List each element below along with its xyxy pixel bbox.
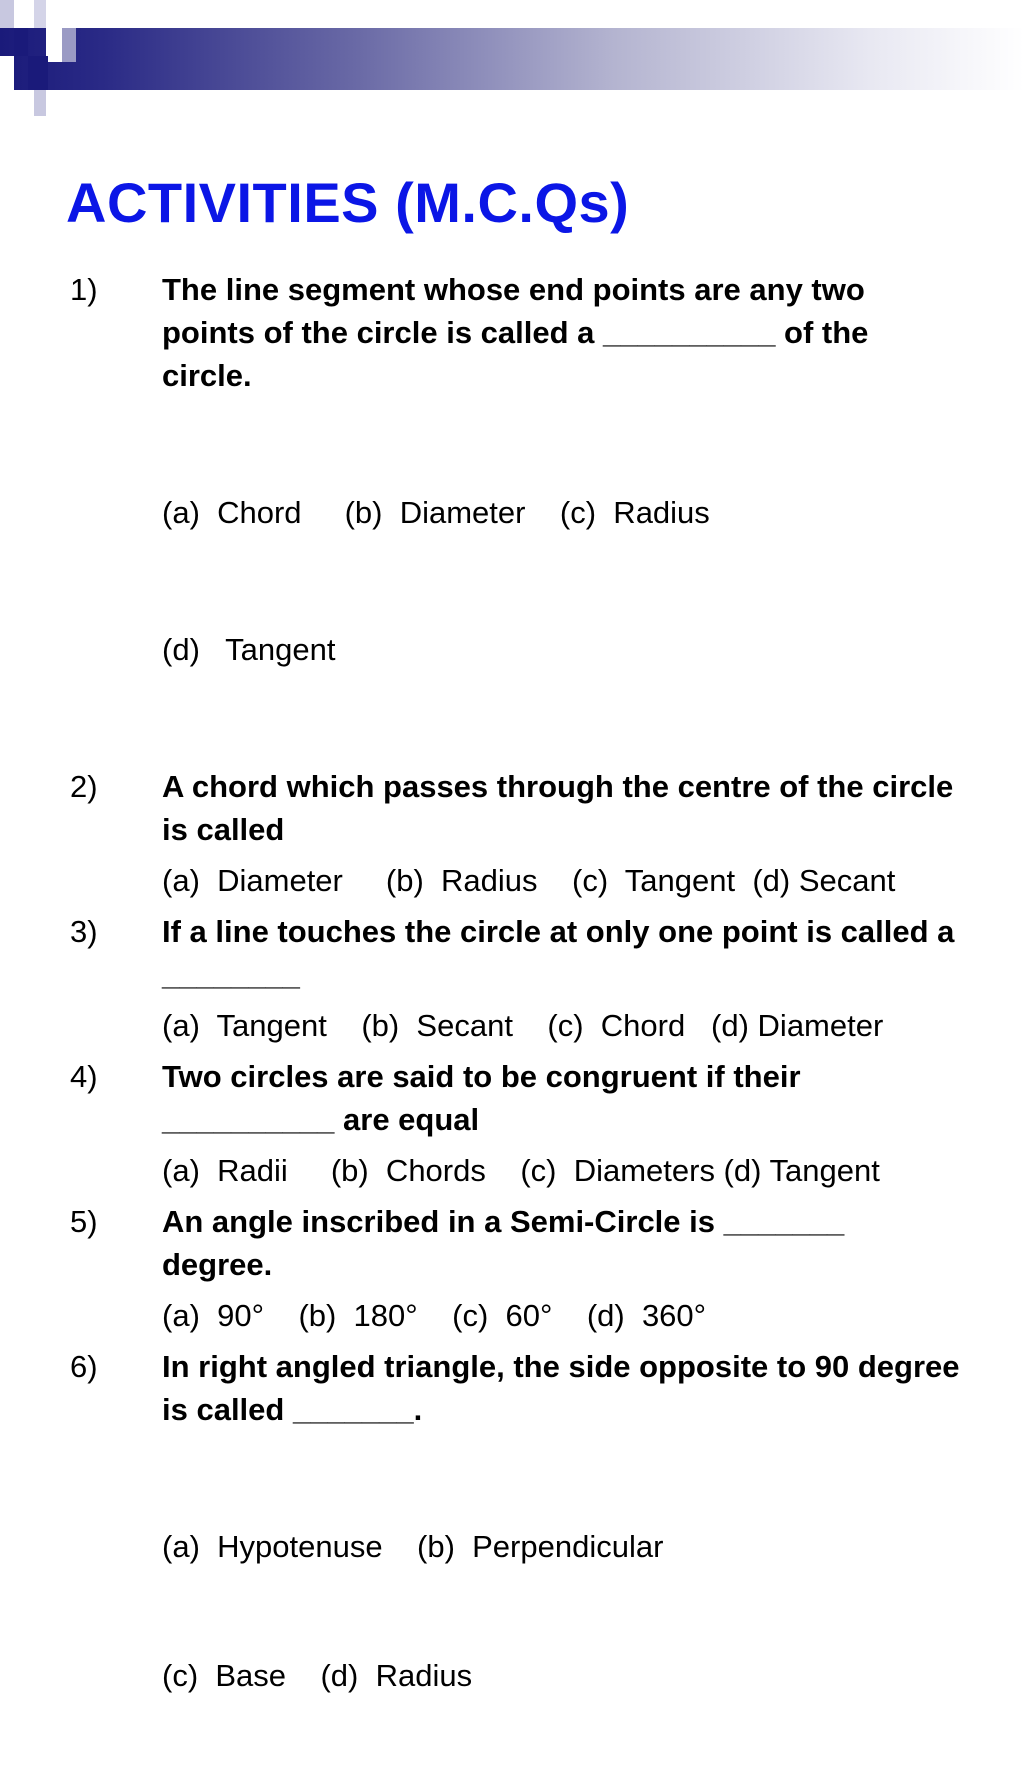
decor-square (48, 28, 62, 62)
options-line: (a) Hypotenuse (b) Perpendicular (162, 1529, 664, 1564)
decor-square (62, 28, 76, 62)
question-2 (70, 765, 960, 902)
question-number: 6) (70, 1349, 98, 1384)
decor-square (28, 56, 48, 90)
question-options: (a) Radii (b) Chords (c) Diameters (d) Tangent (162, 1153, 880, 1188)
question-number: 3) (70, 914, 98, 949)
page-title: ACTIVITIES (M.C.Qs) (66, 171, 630, 234)
question-options (162, 1439, 960, 1783)
question-5 (70, 1200, 960, 1337)
question-options: (a) Tangent (b) Secant (c) Chord (d) Diameter (162, 1008, 884, 1043)
question-3 (70, 910, 960, 1047)
question-options: (a) 90° (b) 180° (c) 60° (d) 360° (162, 1298, 707, 1333)
options-line: (a) Chord (b) Diameter (c) Radius (162, 495, 710, 530)
decor-square (14, 28, 28, 56)
question-text: If a line touches the circle at only one point is called a ________ (162, 914, 955, 992)
question-1 (70, 268, 960, 757)
options-line: (d) Tangent (162, 632, 336, 667)
question-number: 5) (70, 1204, 98, 1239)
question-text: Two circles are said to be congruent if their __________ are equal (162, 1059, 801, 1137)
question-text: An angle inscribed in a Semi-Circle is _______ degree. (162, 1204, 845, 1282)
question-list (70, 268, 960, 1791)
options-line: (c) Base (d) Radius (162, 1658, 473, 1693)
question-text: In right angled triangle, the side opposite to 90 degree is called _______. (162, 1349, 960, 1427)
gradient-header-bar (0, 28, 1024, 90)
question-number: 4) (70, 1059, 98, 1094)
question-options (162, 405, 960, 757)
question-number: 1) (70, 272, 98, 307)
question-6 (70, 1345, 960, 1783)
decor-square (0, 56, 14, 108)
decor-square (34, 0, 46, 28)
question-4 (70, 1055, 960, 1192)
decor-square (0, 0, 14, 28)
question-text: A chord which passes through the centre of the circle is called (162, 769, 954, 847)
question-number: 2) (70, 769, 98, 804)
question-text: The line segment whose end points are any two points of the circle is called a __________ of the circle. (162, 272, 869, 393)
decor-square (34, 90, 46, 116)
question-options: (a) Diameter (b) Radius (c) Tangent (d) Secant (162, 863, 896, 898)
